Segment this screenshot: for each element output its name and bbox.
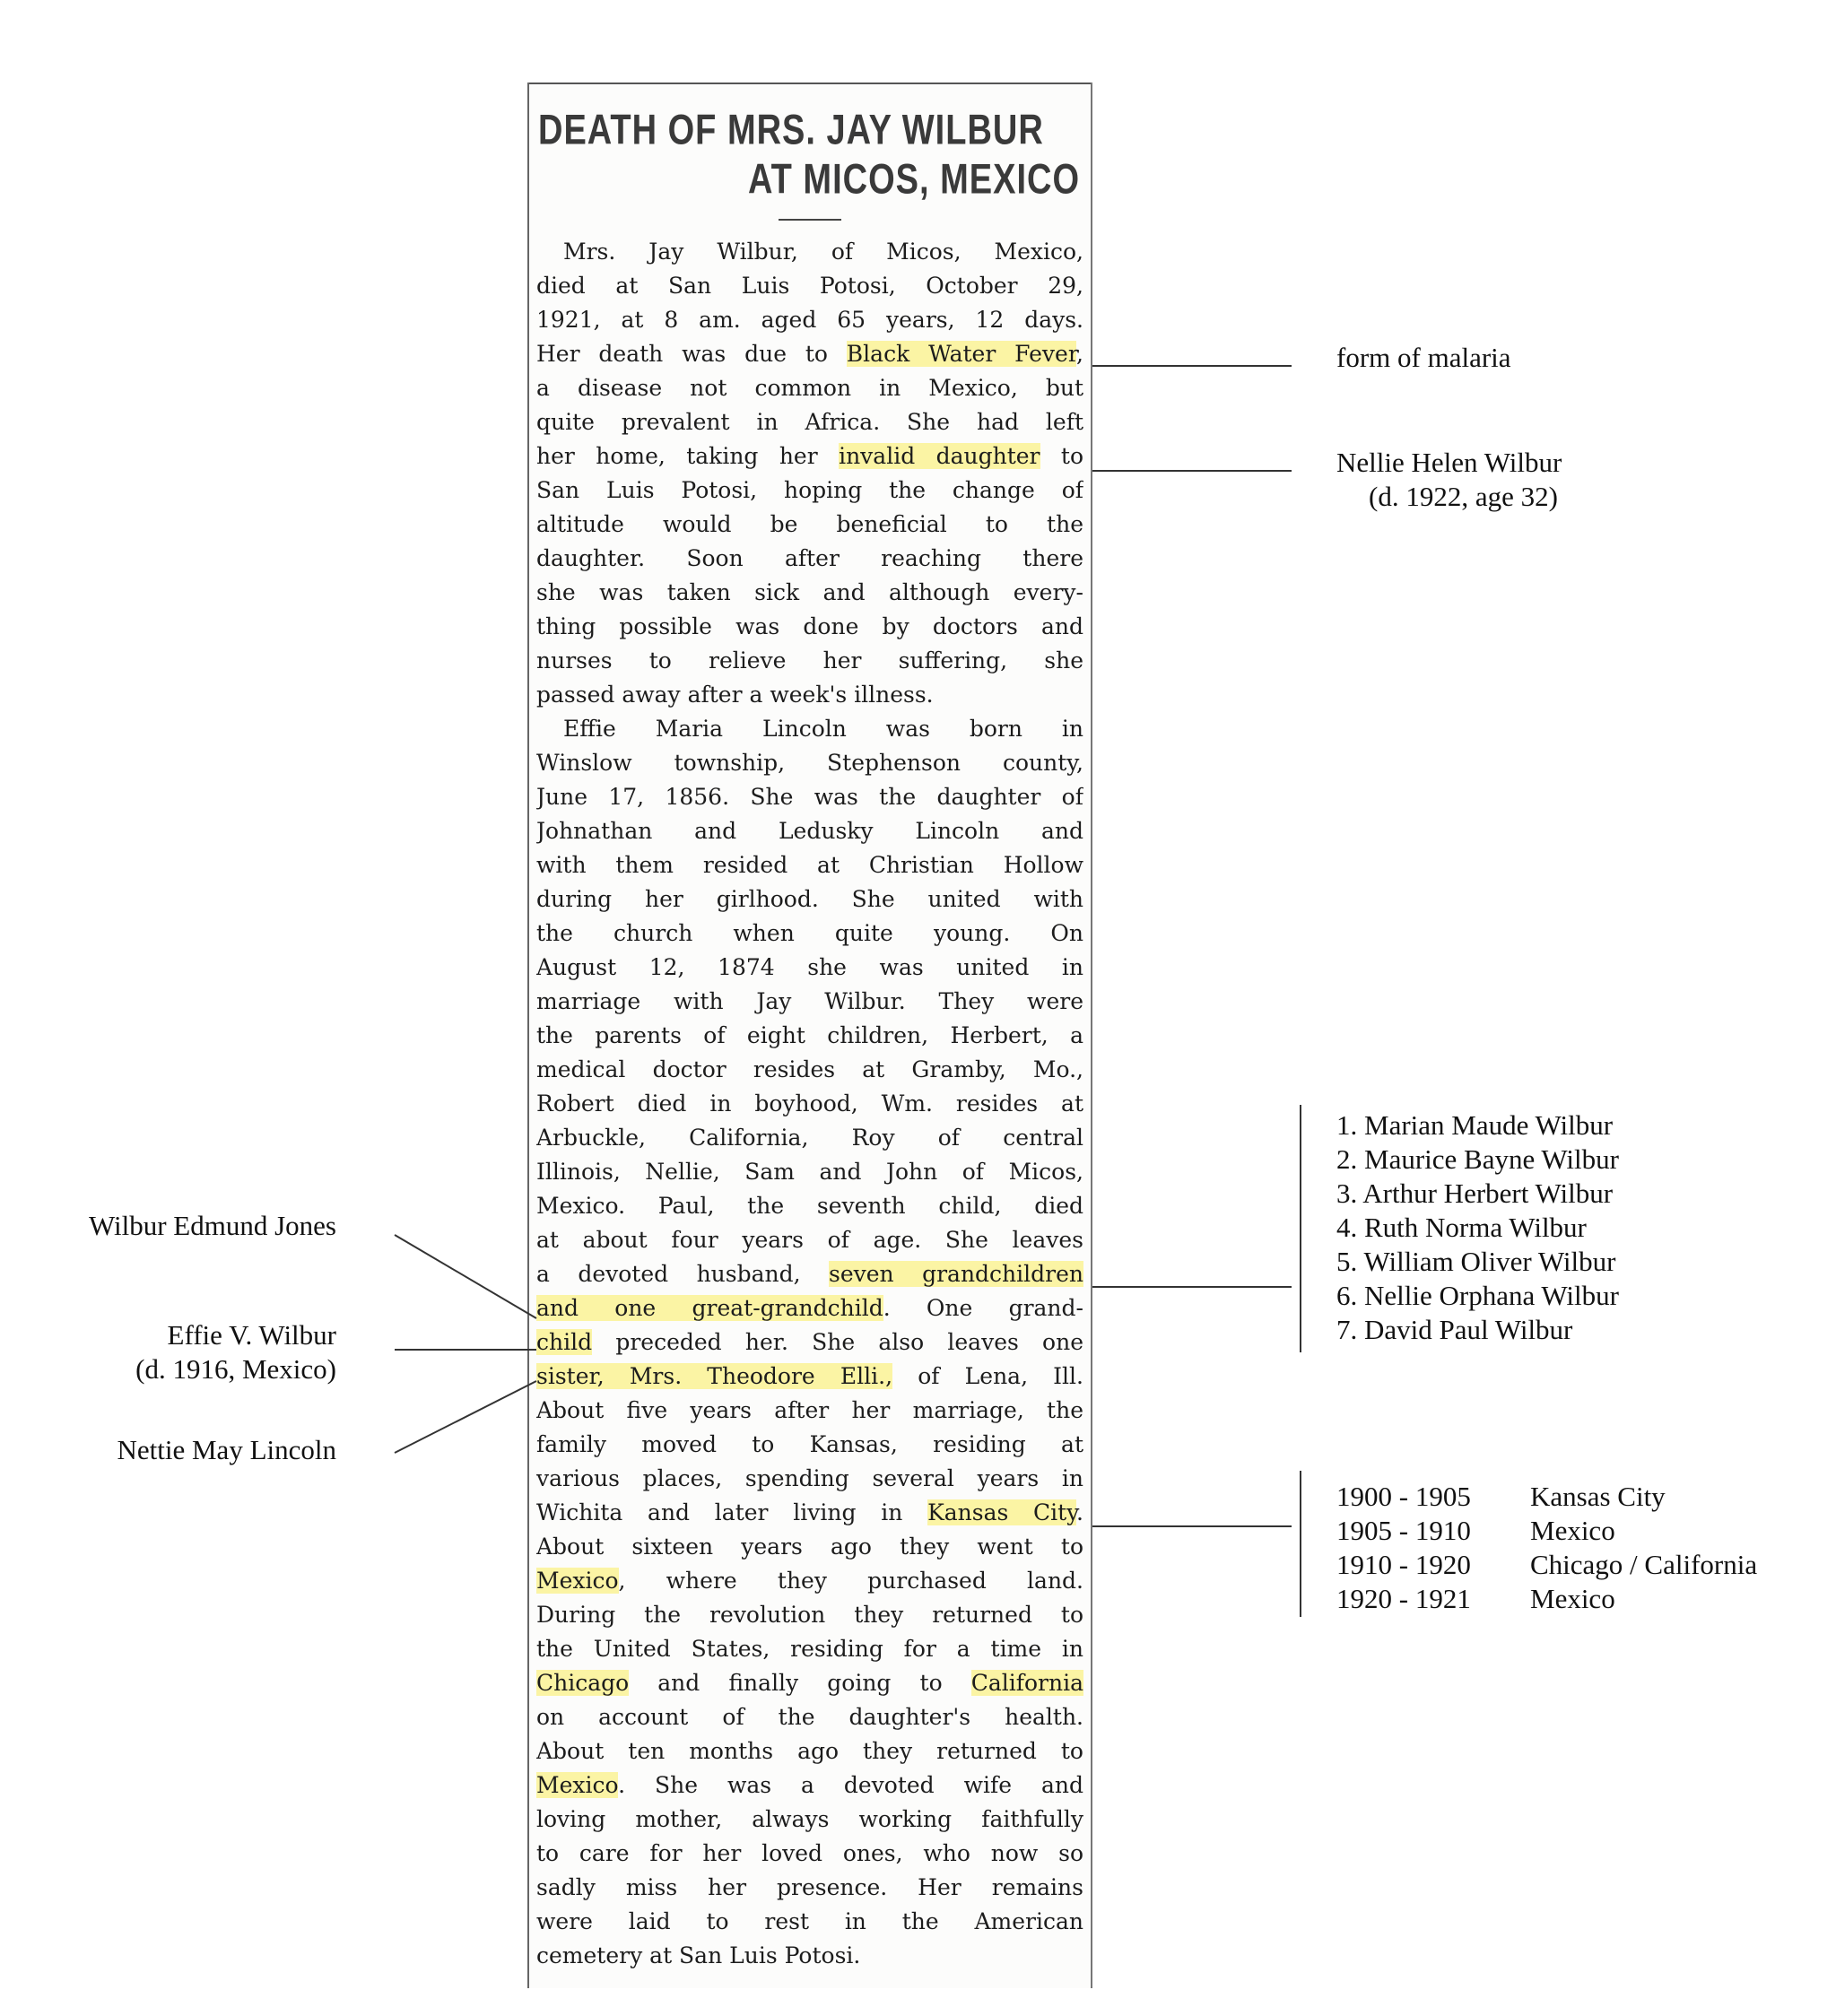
line-text: ,	[1076, 341, 1083, 367]
line-text: the church when quite young. On	[536, 920, 1083, 946]
line-text: medical doctor resides at Gramby, Mo.,	[536, 1056, 1083, 1082]
line-text: altitude would be beneficial to the	[536, 511, 1083, 537]
grandchild-item: 7. David Paul Wilbur	[1336, 1314, 1573, 1345]
line-text: San Luis Potosi, hoping the change of	[536, 477, 1083, 503]
headline-line-1: DEATH OF MRS. JAY WILBUR	[538, 107, 1044, 154]
line-text: quite prevalent in Africa. She had left	[536, 409, 1083, 435]
highlighted-phrase: and one great-grandchild	[536, 1295, 883, 1321]
grandchild-item: 3. Arthur Herbert Wilbur	[1336, 1177, 1614, 1209]
line-text: of Lena, Ill.	[892, 1363, 1083, 1389]
line-text: August 12, 1874 she was united in	[536, 954, 1083, 980]
line-text: About sixteen years ago they went to	[536, 1534, 1083, 1560]
timeline-place: Kansas City	[1530, 1481, 1666, 1512]
line-text: various places, spending several years in	[536, 1465, 1083, 1491]
highlighted-phrase: California	[970, 1670, 1083, 1696]
timeline-place: Mexico	[1530, 1515, 1615, 1546]
line-text: Winslow township, Stephenson county,	[536, 750, 1083, 776]
grandchild-item: 2. Maurice Bayne Wilbur	[1336, 1143, 1619, 1175]
timeline-row	[1336, 1480, 1757, 1514]
line-text: sadly miss her presence. Her remains	[536, 1874, 1083, 1900]
note-nellie-dates: (d. 1922, age 32)	[1369, 481, 1558, 512]
line-text: marriage with Jay Wilbur. They were	[536, 988, 1083, 1014]
highlighted-phrase: Chicago	[536, 1670, 630, 1696]
line-text: . She was a devoted wife and	[618, 1772, 1083, 1798]
line-text: a disease not common in Mexico, but	[536, 375, 1083, 401]
connector-sister	[395, 1381, 536, 1453]
grandchildren-list	[1336, 1108, 1619, 1347]
note-great-grandchild: Wilbur Edmund Jones	[88, 1210, 336, 1241]
line-text: Wichita and later living in	[536, 1499, 928, 1525]
line-text: with them resided at Christian Hollow	[536, 852, 1083, 878]
timeline-row	[1336, 1582, 1757, 1616]
line-text: About ten months ago they returned to	[536, 1738, 1083, 1764]
line-text: Robert died in boyhood, Wm. resides at	[536, 1091, 1083, 1117]
line-text: and finally going to	[629, 1670, 971, 1696]
line-text: .	[1076, 1499, 1083, 1525]
line-text: the parents of eight children, Herbert, a	[536, 1022, 1083, 1048]
line-text: passed away after a week's illness.	[536, 682, 934, 708]
highlighted-phrase: Mexico	[536, 1568, 619, 1594]
line-text: During the revolution they returned to	[536, 1602, 1083, 1628]
line-text: Mrs. Jay Wilbur, of Micos, Mexico,	[563, 239, 1083, 265]
line-text: on account of the daughter's health.	[536, 1704, 1083, 1730]
timeline-years: 1905 - 1910	[1336, 1515, 1471, 1546]
timeline-place: Chicago / California	[1530, 1549, 1758, 1580]
highlighted-phrase: seven grandchildren	[829, 1261, 1083, 1287]
line-text: , where they purchased land.	[618, 1568, 1083, 1594]
line-text: Arbuckle, California, Roy of central	[536, 1125, 1083, 1151]
line-text: the United States, residing for a time in	[536, 1636, 1083, 1662]
line-text: preceded her. She also leaves one	[592, 1329, 1083, 1355]
timeline-years: 1900 - 1905	[1336, 1481, 1471, 1512]
line-text: Mexico. Paul, the seventh child, died	[536, 1193, 1083, 1219]
line-text: Her death was due to	[536, 341, 847, 367]
line-text: a devoted husband,	[536, 1261, 830, 1287]
highlighted-phrase: Mexico	[536, 1772, 619, 1798]
note-sister: Nettie May Lincoln	[117, 1434, 336, 1465]
note-effie-name: Effie V. Wilbur	[167, 1319, 336, 1351]
line-text: her home, taking her	[536, 443, 840, 469]
line-text: June 17, 1856. She was the daughter of	[536, 784, 1083, 810]
highlighted-phrase: child	[536, 1329, 593, 1355]
timeline-years: 1920 - 1921	[1336, 1583, 1471, 1614]
line-text: she was taken sick and although every-	[536, 579, 1083, 605]
grandchild-item: 1. Marian Maude Wilbur	[1336, 1109, 1614, 1141]
line-text: Johnathan and Ledusky Lincoln and	[536, 818, 1083, 844]
headline-line-2: AT MICOS, MEXICO	[748, 156, 1080, 204]
note-malaria: form of malaria	[1336, 342, 1511, 373]
line-text: during her girlhood. She united with	[536, 886, 1083, 912]
note-effie-dates: (d. 1916, Mexico)	[135, 1353, 336, 1385]
line-text: About five years after her marriage, the	[536, 1397, 1083, 1423]
line-text: died at San Luis Potosi, October 29,	[536, 273, 1083, 299]
grandchild-item: 6. Nellie Orphana Wilbur	[1336, 1280, 1619, 1311]
line-text: 1921, at 8 am. aged 65 years, 12 days.	[536, 307, 1083, 333]
line-text: to care for her loved ones, who now so	[536, 1840, 1083, 1866]
line-text: at about four years of age. She leaves	[536, 1227, 1083, 1253]
highlighted-phrase: sister, Mrs. Theodore Elli.,	[536, 1363, 893, 1389]
highlighted-phrase: Black Water Fever	[846, 341, 1077, 367]
note-nellie-name: Nellie Helen Wilbur	[1336, 447, 1562, 478]
timeline-row	[1336, 1548, 1757, 1582]
line-text: Illinois, Nellie, Sam and John of Micos,	[536, 1159, 1083, 1185]
line-text: daughter. Soon after reaching there	[536, 545, 1083, 571]
line-text: family moved to Kansas, residing at	[536, 1431, 1083, 1457]
connector-great-grandchild	[395, 1235, 536, 1318]
line-text: cemetery at San Luis Potosi.	[536, 1942, 861, 1968]
grandchild-item: 5. William Oliver Wilbur	[1336, 1246, 1616, 1277]
line-text: thing possible was done by doctors and	[536, 613, 1083, 639]
timeline-place: Mexico	[1530, 1583, 1615, 1614]
highlighted-phrase: Kansas City	[927, 1499, 1077, 1525]
line-text: loving mother, always working faithfully	[536, 1806, 1083, 1832]
grandchild-item: 4. Ruth Norma Wilbur	[1336, 1212, 1587, 1243]
line-text: nurses to relieve her suffering, she	[536, 647, 1083, 673]
residence-timeline	[1336, 1480, 1757, 1616]
timeline-row	[1336, 1514, 1757, 1548]
line-text: Effie Maria Lincoln was born in	[563, 716, 1083, 742]
timeline-years: 1910 - 1920	[1336, 1549, 1471, 1580]
highlighted-phrase: invalid daughter	[839, 443, 1040, 469]
line-text: . One grand-	[883, 1295, 1083, 1321]
line-text: to	[1040, 443, 1083, 469]
line-text: were laid to rest in the American	[536, 1908, 1083, 1934]
